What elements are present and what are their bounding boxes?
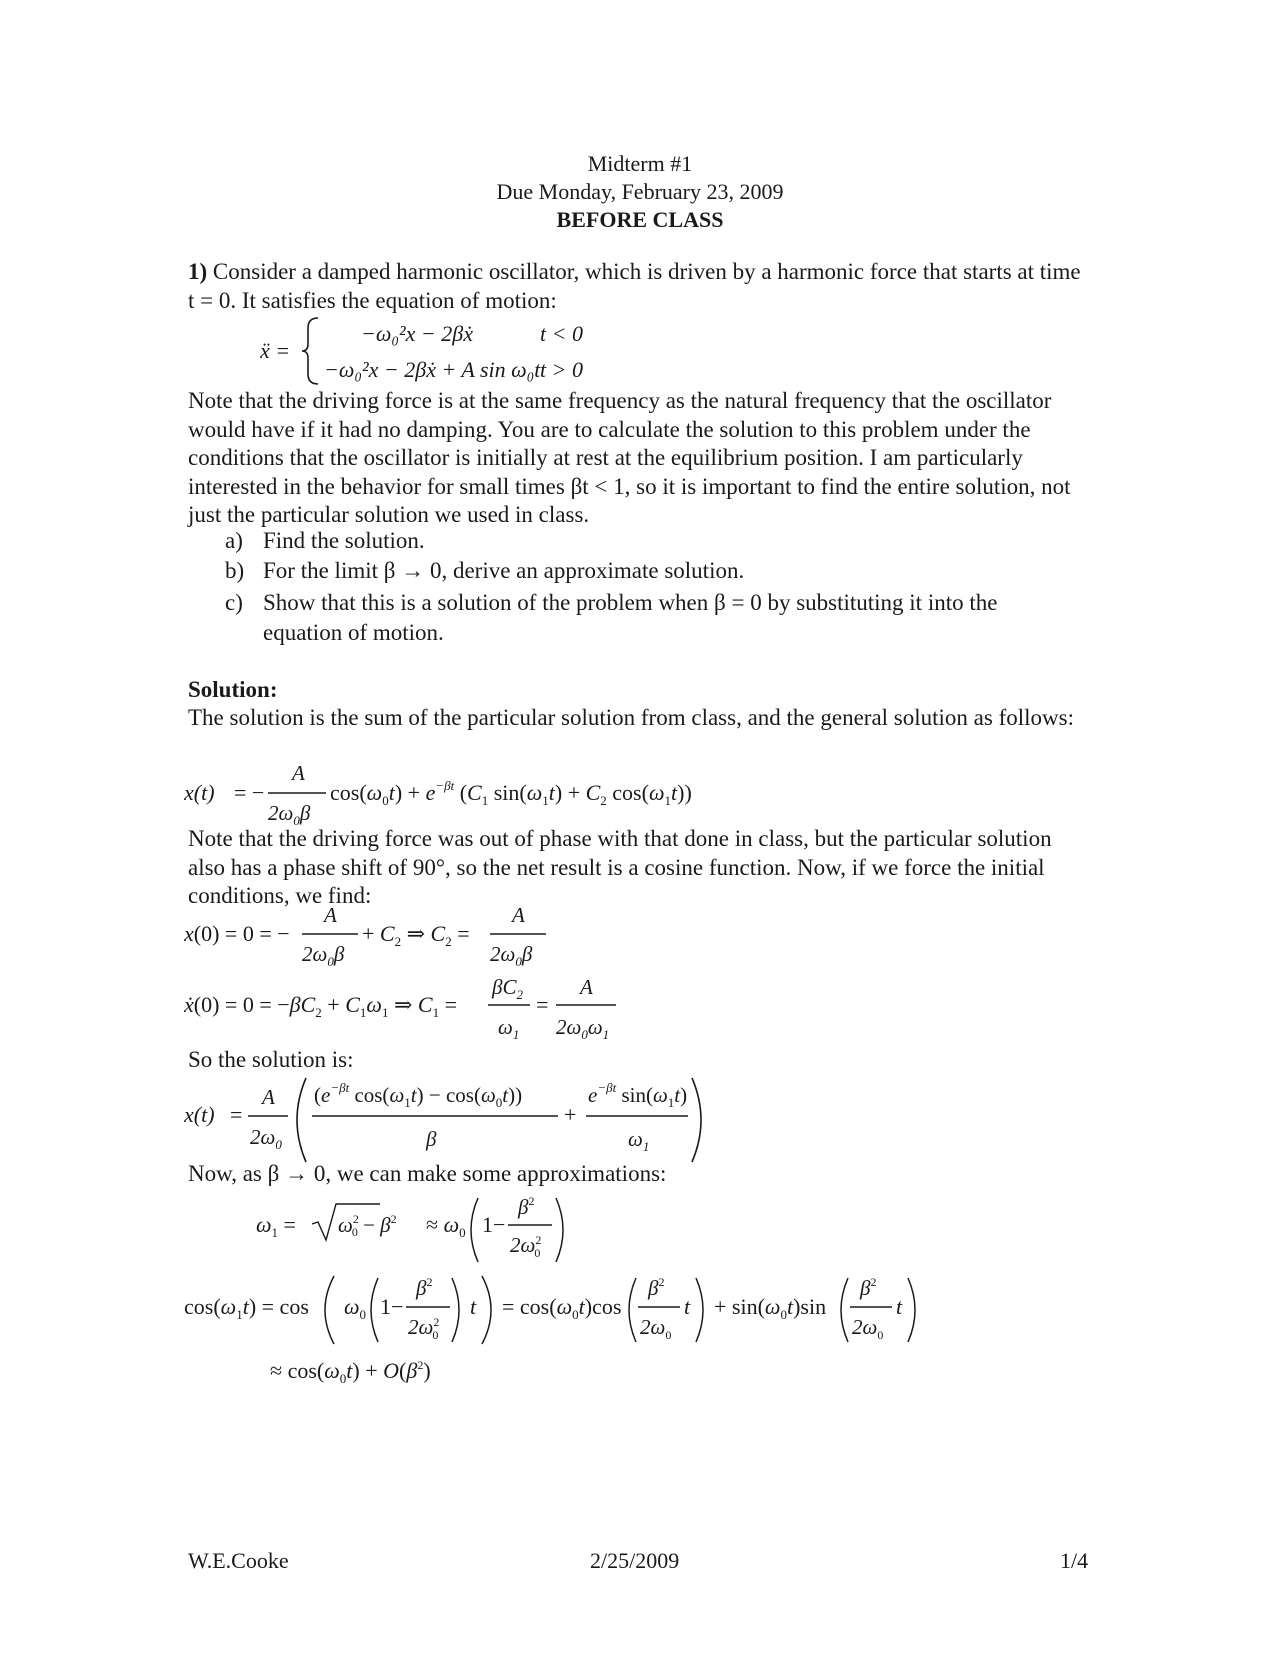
svg-text:2ω0: $2\omega_0$ bbox=[852, 1315, 884, 1342]
equation-full-solution bbox=[184, 1074, 744, 1166]
svg-text:ẋ(0) = 0 = −βC2 + C1ω1 ⇒ C1 =: ẋ(0) = $0 = -\beta C_2 + C_1\omega_1$ ⇒ $C_1$ = bbox=[184, 992, 457, 1020]
svg-text:βC2: $\beta C_2$ bbox=[492, 975, 523, 1002]
solution-paragraph-4: Now, as β → 0, we can make some approximations: bbox=[188, 1161, 667, 1186]
equation-cos-expansion bbox=[184, 1270, 924, 1348]
svg-text:+ sin(ω0t)sin: + $\sin(\omega_0t)\sin$ bbox=[714, 1294, 827, 1322]
eom-case2-expr: −ω₀²x − 2βẋ + A sin ω₀t bbox=[324, 357, 541, 382]
svg-text:2ω0β: $2\omega_0\beta$ bbox=[490, 942, 533, 969]
equation-cos-approx bbox=[270, 1348, 490, 1392]
part-a bbox=[225, 526, 1085, 556]
footer-date: 2/25/2009 bbox=[590, 1548, 680, 1573]
part-c-marker: c) bbox=[225, 590, 243, 615]
svg-text:2ω20: $2\omega^2$ 0 bbox=[510, 1233, 542, 1260]
equation-of-motion bbox=[260, 312, 620, 390]
equation-omega1-approx bbox=[256, 1192, 576, 1266]
svg-text:cos(ω0t) + e−βt (C1 sin(ω1t) +: $\cos(\omega_0t) + e^{-\beta t}$ ($C_1$ $\sin(\omega_1t) + C_2$ $\cos(\omega_1t)$) bbox=[330, 778, 692, 808]
svg-text:t: t bbox=[896, 1294, 903, 1319]
svg-text:x(t): x(t) bbox=[184, 780, 215, 805]
problem-intro-text: Consider a damped harmonic oscillator, which is driven by a harmonic force that starts at time t = 0. It satisfies the equation of motion: bbox=[188, 259, 1081, 313]
svg-text:x(t): x(t) bbox=[184, 1102, 215, 1127]
part-b-text: For the limit β → 0, derive an approximate solution. bbox=[263, 558, 745, 583]
svg-text:ω1: $\omega_1$ bbox=[628, 1127, 650, 1154]
svg-text:1−: 1− bbox=[482, 1212, 506, 1237]
svg-text:ω20 − β2: $\omega^2$ $0 - \beta^2$ bbox=[338, 1212, 397, 1239]
svg-text:≈ cos(ω0t) + O(β2): ≈ $\cos(\omega_0t) + O(\beta^2)$ bbox=[270, 1358, 431, 1386]
solution-paragraph-2: Note that the driving force was out of phase with that done in class, but the particular solution also has a phase shift of 90°, so the net result is a cosine function. Now, if we force the initial conditions, we find: bbox=[188, 826, 1052, 908]
solution-heading: Solution: bbox=[188, 677, 278, 702]
svg-text:A: A bbox=[292, 762, 305, 785]
svg-text:2ω0: $2\omega_0$ bbox=[640, 1315, 672, 1342]
svg-text:e−βt sin(ω1t): $e^{-\beta t}$ $\sin(\omega_1t)$ bbox=[588, 1080, 688, 1110]
footer-author: W.E.Cooke bbox=[188, 1548, 289, 1573]
eom-case1-expr: −ω₀²x − 2βẋ bbox=[361, 321, 473, 346]
part-a-text: Find the solution. bbox=[263, 528, 425, 553]
svg-text:1−: 1− bbox=[380, 1294, 404, 1319]
svg-text:2ω0β: $2\omega_0\beta$ bbox=[302, 942, 345, 969]
svg-text:β: β bbox=[426, 1127, 437, 1151]
eom-lhs: ẍ = bbox=[260, 338, 291, 363]
svg-text:t: t bbox=[684, 1294, 691, 1319]
svg-text:ω1: $\omega_1$ bbox=[498, 1015, 520, 1042]
equation-initial-velocity bbox=[184, 974, 644, 1044]
svg-text:2ω0β: $2\omega_0\beta$ bbox=[268, 801, 311, 828]
header-before-class: BEFORE CLASS bbox=[556, 207, 724, 232]
svg-text:β2: $\beta^2$ bbox=[860, 1275, 877, 1300]
left-brace bbox=[302, 318, 318, 384]
svg-text:=: = bbox=[536, 992, 549, 1017]
svg-text:2ω0ω1: $2\omega_0\omega_1$ bbox=[556, 1015, 610, 1042]
svg-text:t: t bbox=[470, 1294, 477, 1319]
equation-general-solution bbox=[184, 762, 744, 832]
svg-text:A: A bbox=[324, 905, 337, 927]
svg-text:(e−βt cos(ω1t) − cos(ω0t)): ($e^{-\beta t}$ $\cos(\omega_1t) - \cos(\omega_0t)$) bbox=[314, 1080, 523, 1110]
header-due-date: Due Monday, February 23, 2009 bbox=[496, 179, 784, 204]
svg-text:= cos(ω0t)cos: = $\cos(\omega_0t)\cos$ bbox=[502, 1294, 622, 1322]
solution-paragraph-1: The solution is the sum of the particular solution from class, and the general solution as follows: bbox=[188, 705, 1074, 730]
svg-text:β2: $\beta^2$ bbox=[416, 1275, 433, 1300]
svg-text:=: = bbox=[230, 1102, 243, 1127]
svg-text:2ω0: $2\omega_0$ bbox=[250, 1125, 282, 1152]
part-c bbox=[225, 588, 1085, 648]
svg-text:= −: = − bbox=[234, 780, 265, 805]
svg-text:+: + bbox=[564, 1102, 577, 1127]
part-b bbox=[225, 556, 1085, 586]
part-a-marker: a) bbox=[225, 528, 243, 553]
problem-note: Note that the driving force is at the same frequency as the natural frequency that the oscillator would have if it had no damping. You are to calculate the solution to this problem under the conditions that the oscillator is initially at rest at the equilibrium position. I am particularly interested in the behavior for small times βt < 1, so it is important to find the entire solution, not just the particular solution we used in class. bbox=[188, 388, 1071, 527]
svg-text:2ω20: $2\omega^2$ 0 bbox=[408, 1315, 440, 1342]
svg-text:A: A bbox=[262, 1085, 275, 1109]
problem-number: 1) bbox=[188, 259, 208, 284]
solution-paragraph-3: So the solution is: bbox=[188, 1047, 354, 1072]
svg-text:x(0) = 0 = −: x(0) = 0 = − bbox=[184, 921, 290, 946]
eom-case1-cond: t < 0 bbox=[540, 321, 583, 346]
svg-text:cos(ω1t) = cos: $\cos(\omega_1t) = \cos$ bbox=[184, 1294, 309, 1322]
svg-text:+ C2 ⇒ C2 =: + $C_2$ ⇒ $C_2$ = bbox=[362, 921, 470, 949]
problem-intro bbox=[188, 258, 1088, 315]
svg-text:β2: $\beta^2$ bbox=[518, 1194, 535, 1219]
eom-case2-cond: t > 0 bbox=[540, 357, 583, 382]
svg-text:≈ ω0: ≈ $\omega_0$ bbox=[426, 1212, 466, 1240]
svg-text:ω0: $\omega_0$ bbox=[344, 1294, 367, 1322]
header-title: Midterm #1 bbox=[587, 151, 693, 176]
svg-text:ω1 =: $\omega_1$ = bbox=[256, 1212, 296, 1240]
equation-initial-position bbox=[184, 905, 604, 971]
svg-text:A: A bbox=[512, 905, 525, 927]
part-b-marker: b) bbox=[225, 558, 245, 583]
svg-text:A: A bbox=[580, 975, 593, 999]
svg-text:β2: $\beta^2$ bbox=[648, 1275, 665, 1300]
part-c-text: Show that this is a solution of the problem when β = 0 by substituting it into the equation of motion. bbox=[263, 590, 998, 645]
footer-page-number: 1/4 bbox=[1060, 1548, 1089, 1573]
